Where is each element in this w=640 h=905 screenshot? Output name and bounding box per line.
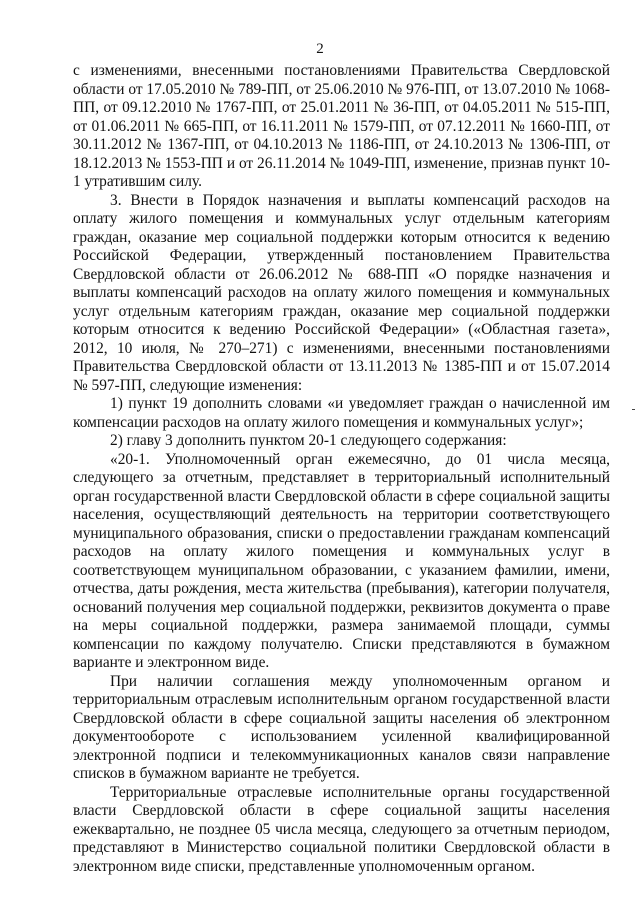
paragraph-subitem-1: 1) пункт 19 дополнить словами «и уведомляет граждан о начисленной им компенсации расходов на оплату жилого помещения и коммунальных услуг»;	[73, 395, 610, 431]
paragraph-agreement: При наличии соглашения между уполномоченным органом и территориальным отраслевым исполнительным органом государственной власти Свердловской области в сфере социальной защиты населения об электронном документообороте с использованием усиленной квалифицированной электронной подписи и телекоммуникационных каналов связи направление списков в бумажном варианте не требуется.	[73, 672, 610, 782]
page-number: 2	[316, 41, 324, 57]
paragraph-amendment-list: с изменениями, внесенными постановлениями Правительства Свердловской области от 17.05.2010 № 789-ПП, от 25.06.2010 № 976-ПП, от 13.07.2010 № 1068-ПП, от 09.12.2010 № 1767-ПП, от 25.01.2011 № 36-ПП, от 04.05.2011 № 515-ПП, от 01.06.2011 № 665-ПП, от 16.11.2011 № 1579-ПП, от 07.12.2011 № 1660-ПП, от 30.11.2012 № 1367-ПП, от 04.10.2013 № 1186-ПП, от 24.10.2013 № 1306-ПП, от 18.12.2013 № 1553-ПП и от 26.11.2014 № 1049-ПП, изменение, признав пункт 10-1 утратившим силу.	[73, 62, 610, 190]
paragraph-subitem-2: 2) главу 3 дополнить пунктом 20-1 следующего содержания:	[110, 432, 507, 449]
paragraph-clause-20-1: «20-1. Уполномоченный орган ежемесячно, до 01 числа месяца, следующего за отчетным, представляет в территориальный исполнительный орган государственной власти Свердловской области в сфере социальной защиты населения, осуществляющий деятельность на территории соответствующего муниципального образования, списки о предоставлении гражданам компенсаций расходов на оплату жилого помещения и коммунальных услуг в соответствующем муниципальном образовании, с указанием фамилии, имени, отчества, даты рождения, места жительства (пребывания), категории получателя, оснований получения мер социальной поддержки, реквизитов документа о праве на меры социальной поддержки, размера занимаемой площади, суммы компенсации по каждому получателю. Списки представляются в бумажном варианте и электронном виде.	[73, 450, 610, 671]
paragraph-item-3: 3. Внести в Порядок назначения и выплаты компенсаций расходов на оплату жилого помещения и коммунальных услуг отдельным категориям граждан, оказание мер социальной поддержки которым относится к ведению Российской Федерации, утвержденный постановлением Правительства Свердловской области от 26.06.2012 № 688-ПП «О порядке назначения и выплаты компенсаций расходов на оплату жилого помещения и коммунальных услуг отдельным категориям граждан, оказание мер социальной поддержки которым относится к ведению Российской Федерации» («Областная газета», 2012, 10 июля, № 270–271) с изменениями, внесенными постановлениями Правительства Свердловской области от 13.11.2013 № 1385-ПП и от 15.07.2014 № 597-ПП, следующие изменения:	[73, 191, 610, 394]
document-body	[73, 62, 610, 876]
paragraph-quarterly-reports: Территориальные отраслевые исполнительные органы государственной власти Свердловской области в сфере социальной защиты населения ежеквартально, не позднее 05 числа месяца, следующего за отчетным периодом, представляют в Министерство социальной политики Свердловской области в электронном виде списки, представленные уполномоченным органом.	[73, 783, 610, 875]
scan-edge-mark	[632, 409, 635, 410]
